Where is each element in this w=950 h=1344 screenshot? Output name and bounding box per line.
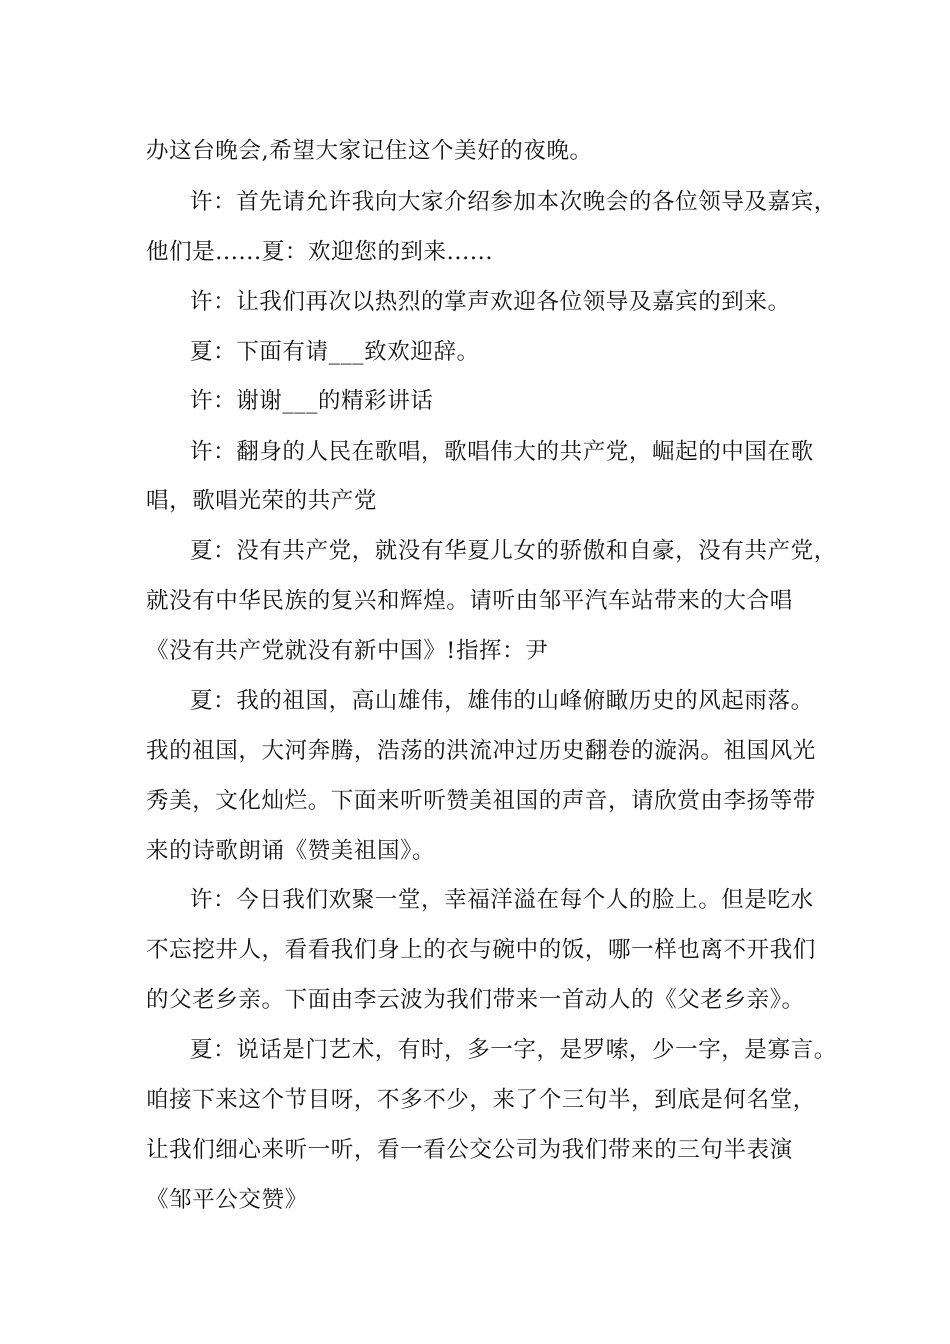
paragraph-line: 我的祖国，大河奔腾，浩荡的洪流冲过历史翻卷的漩涡。祖国风光 xyxy=(146,738,816,764)
paragraph-line: 夏：说话是门艺术，有时，多一字，是罗嗦，少一字，是寡言。 xyxy=(190,1037,837,1063)
paragraph-line: 咱接下来这个节目呀，不多不少，来了个三句半，到底是何名堂， xyxy=(146,1087,816,1113)
paragraph-line: 许：首先请允许我向大家介绍参加本次晚会的各位领导及嘉宾， xyxy=(190,189,837,215)
paragraph-line: 许：今日我们欢聚一堂，幸福洋溢在每个人的脸上。但是吃水 xyxy=(190,887,814,913)
paragraph-line: 让我们细心来听一听，看一看公交公司为我们带来的三句半表演 xyxy=(146,1137,793,1163)
paragraph-line: 办这台晚会,希望大家记住这个美好的夜晚。 xyxy=(146,138,593,164)
paragraph-line: 来的诗歌朗诵《赞美祖国》。 xyxy=(146,838,436,864)
paragraph-line: 许：让我们再次以热烈的掌声欢迎各位领导及嘉宾的到来。 xyxy=(190,289,791,315)
paragraph-line: 许：谢谢___的精彩讲话 xyxy=(190,388,434,414)
paragraph-line: 《邹平公交赞》 xyxy=(146,1187,308,1213)
paragraph-line: 的父老乡亲。下面由李云波为我们带来一首动人的《父老乡亲》。 xyxy=(146,987,805,1013)
paragraph-line: 唱，歌唱光荣的共产党 xyxy=(146,488,378,514)
paragraph-line: 夏：我的祖国，高山雄伟，雄伟的山峰俯瞰历史的风起雨落。 xyxy=(190,688,814,714)
paragraph-line: 就没有中华民族的复兴和辉煌。请听由邹平汽车站带来的大合唱 xyxy=(146,588,793,614)
paragraph-line: 不忘挖井人，看看我们身上的衣与碗中的饭，哪一样也离不开我们 xyxy=(146,937,816,963)
paragraph-line: 他们是......夏：欢迎您的到来...... xyxy=(146,239,494,265)
paragraph-line: 夏：没有共产党，就没有华夏儿女的骄傲和自豪，没有共产党， xyxy=(190,538,837,564)
paragraph-line: 秀美，文化灿烂。下面来听听赞美祖国的声音，请欣赏由李扬等带 xyxy=(146,788,816,814)
paragraph-line: 许：翻身的人民在歌唱，歌唱伟大的共产党，崛起的中国在歌 xyxy=(190,439,814,465)
paragraph-line: 《没有共产党就没有新中国》!指挥：尹 xyxy=(146,638,549,664)
paragraph-line: 夏：下面有请___致欢迎辞。 xyxy=(190,339,480,365)
